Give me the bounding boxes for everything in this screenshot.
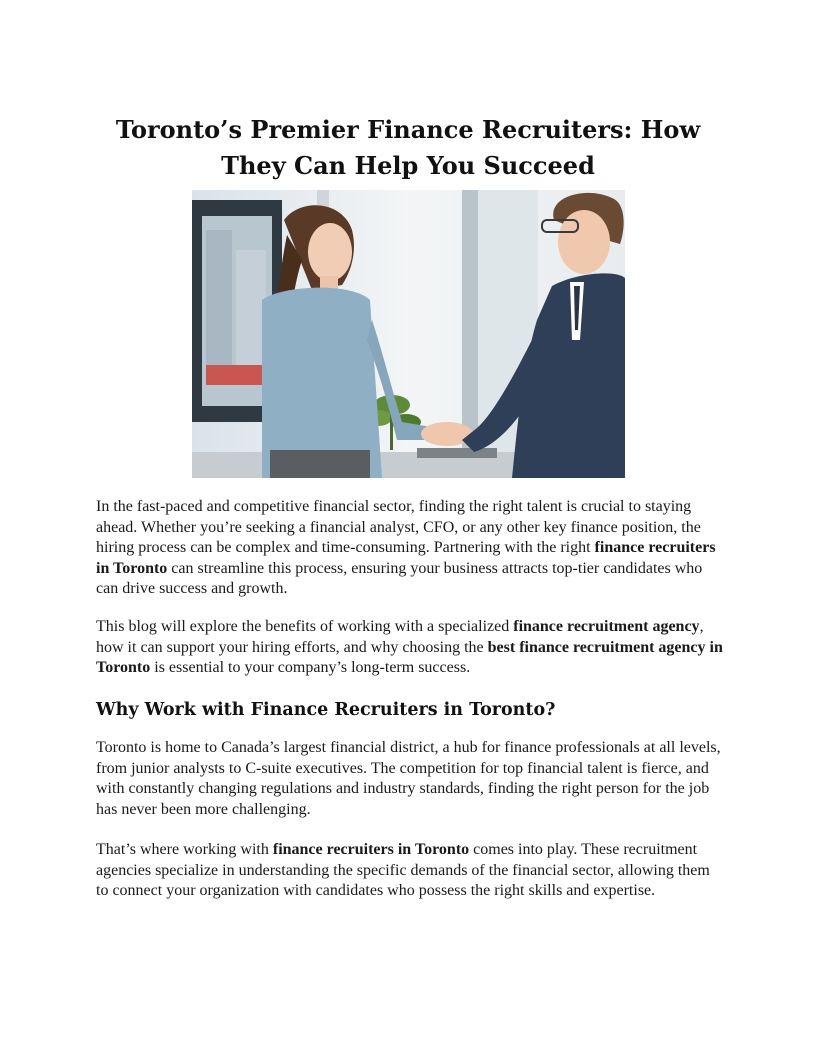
handshake-photo	[192, 190, 625, 478]
intro-paragraph: In the fast-paced and competitive financial sector, finding the right talent is crucial to staying ahead. Whether you’re seeking a financial analyst, CFO, or any other key finance position, the hiring process can be complex and time-consuming. Partnering with the right finance recruiters in Toronto can streamline this process, ensuring your business attracts top-tier candidates who can drive success and growth.	[96, 498, 716, 597]
recruiters-paragraph: That’s where working with finance recruiters in Toronto comes into play. These recruitment agencies specialize in understanding the specific demands of the financial sector, allowing them to connect your organization with candidates who possess the right skills and expertise.	[96, 841, 710, 899]
document-title	[96, 112, 720, 184]
title-line-1: Toronto’s Premier Finance Recruiters: How	[115, 115, 701, 144]
keyword-bold: finance recruiters in Toronto	[272, 841, 470, 858]
overview-paragraph: This blog will explore the benefits of working with a specialized finance recruitment agency, how it can support your hiring efforts, and why choosing the best finance recruitment agency in Toronto is essential to your company’s long-term success.	[96, 618, 723, 676]
title-line-2: They Can Help You Succeed	[221, 151, 595, 180]
keyword-bold: finance recruitment agency	[513, 618, 700, 635]
toronto-paragraph: Toronto is home to Canada’s largest financial district, a hub for finance professionals at all levels, from junior analysts to C-suite executives. The competition for top financial talent is fierce, and with constantly changing regulations and industry standards, finding the right person for the job has never been more challenging.	[96, 739, 721, 818]
keyword-bold: finance recruiters in Toronto	[96, 539, 716, 577]
keyword-bold: best finance recruitment agency in Toronto	[96, 638, 723, 676]
section-heading: Why Work with Finance Recruiters in Toronto?	[96, 700, 556, 720]
